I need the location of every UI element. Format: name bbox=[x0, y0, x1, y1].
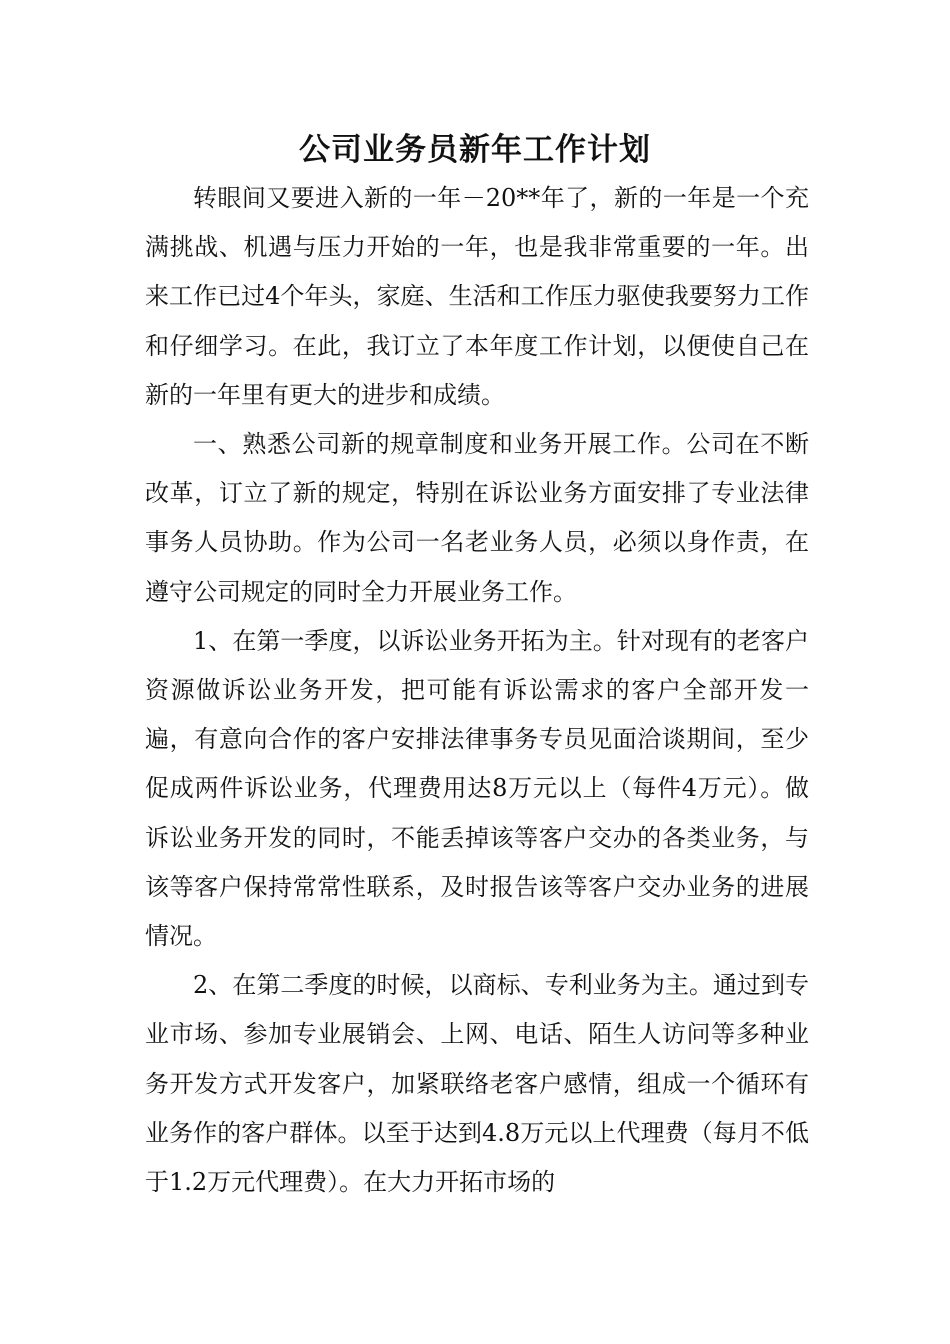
paragraph-intro: 转眼间又要进入新的一年－20**年了，新的一年是一个充满挑战、机遇与压力开始的一年，也是我非常重要的一年。出来工作已过4个年头，家庭、生活和工作压力驱使我要努力工作和仔细学习。在此，我订立了本年度工作计划，以便使自己在新的一年里有更大的进步和成绩。 bbox=[145, 184, 809, 409]
paragraph-section-one: 一、熟悉公司新的规章制度和业务开展工作。公司在不断改革，订立了新的规定，特别在诉讼业务方面安排了专业法律事务人员协助。作为公司一名老业务人员，必须以身作责，在遵守公司规定的同时全力开展业务工作。 bbox=[145, 430, 809, 606]
paragraph-item-one: 1、在第一季度，以诉讼业务开拓为主。针对现有的老客户资源做诉讼业务开发，把可能有诉讼需求的客户全部开发一遍，有意向合作的客户安排法律事务专员见面洽谈期间，至少促成两件诉讼业务，代理费用达8万元以上（每件4万元）。做诉讼业务开发的同时，不能丢掉该等客户交办的各类业务，与该等客户保持常常性联系，及时报告该等客户交办业务的进展情况。 bbox=[145, 626, 809, 951]
paragraph-item-two: 2、在第二季度的时候，以商标、专利业务为主。通过到专业市场、参加专业展销会、上网、电话、陌生人访问等多种业务开发方式开发客户，加紧联络老客户感情，组成一个循环有业务作的客户群体。以至于达到4.8万元以上代理费（每月不低于1.2万元代理费）。在大力开拓市场的 bbox=[145, 971, 809, 1197]
document-title: 公司业务员新年工作计划 bbox=[299, 132, 651, 168]
document-body bbox=[145, 174, 809, 1207]
